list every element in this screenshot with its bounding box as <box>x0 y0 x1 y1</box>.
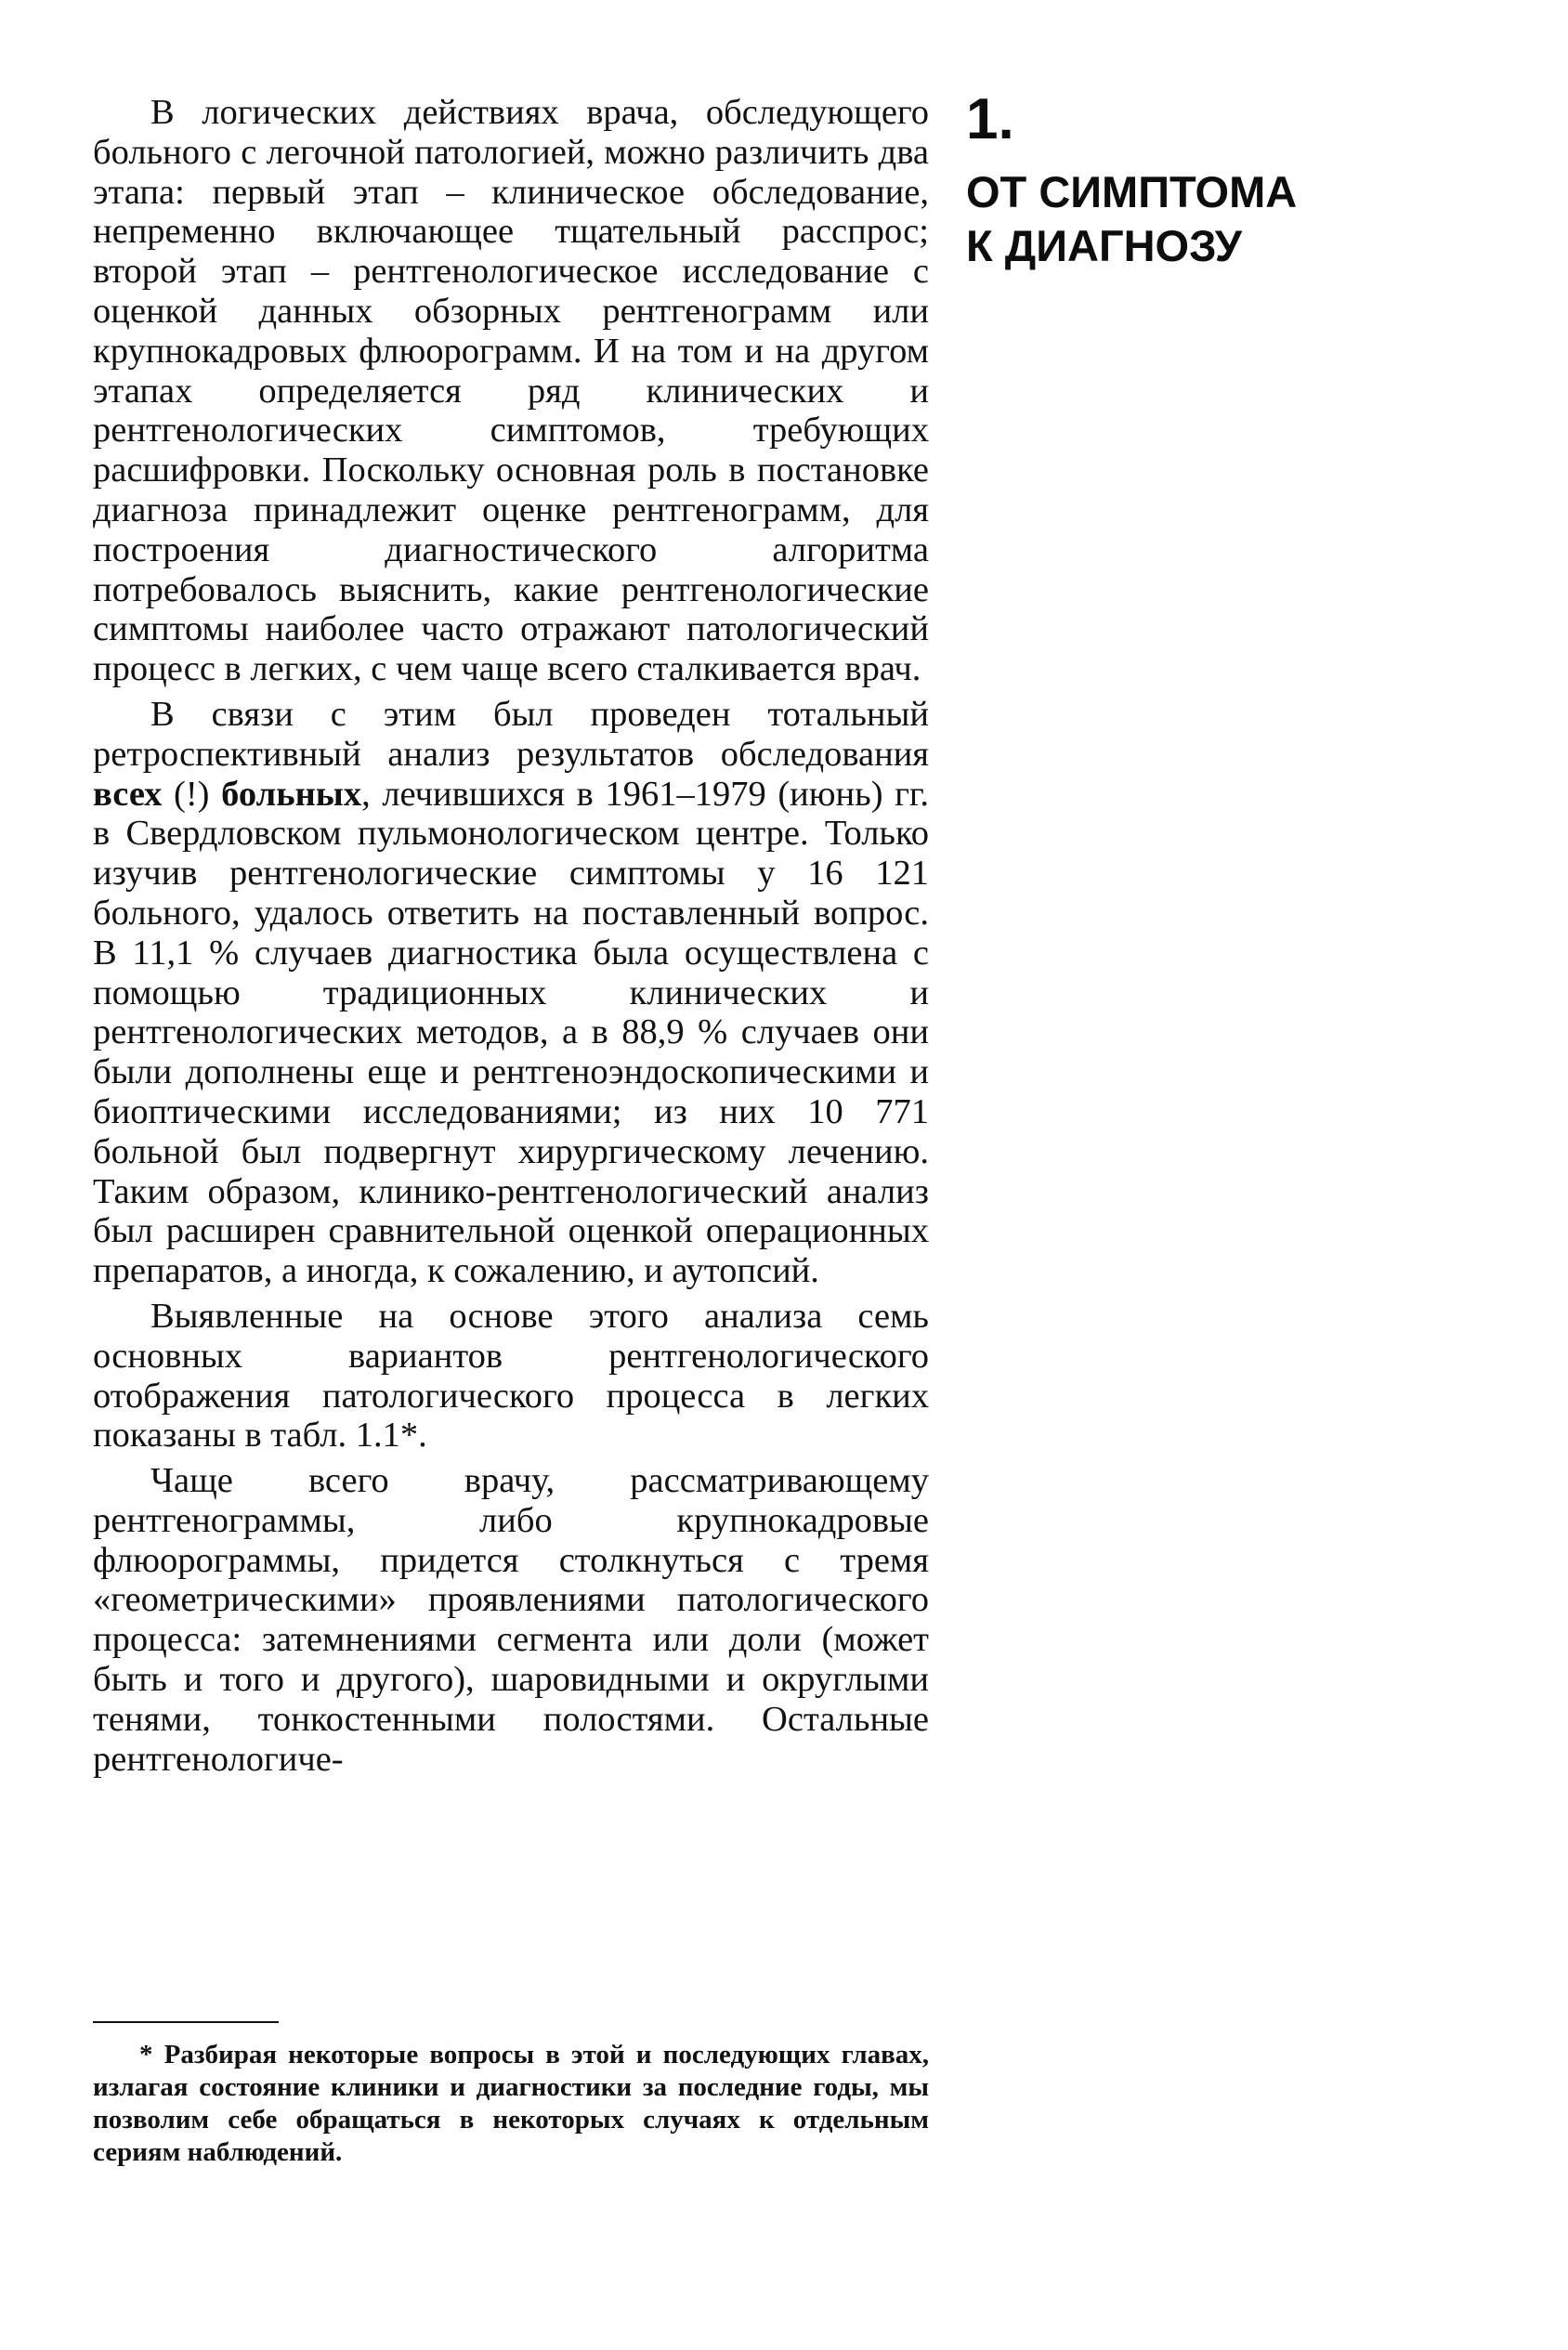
chapter-number: 1. <box>966 87 1014 151</box>
chapter-title-line-1: ОТ СИМПТОМА <box>966 167 1298 216</box>
paragraph-2-start: В связи с этим был проведен тотальный ретроспективный анализ результатов обследования <box>93 694 929 774</box>
chapter-title <box>966 165 1486 273</box>
footnote: * Разбирая некоторые вопросы в этой и последующих главах, излагая состояние клиники и диагностики за последние годы, мы позволим себе обращаться в некоторых случаях к отдельным сериям наблюдений. <box>93 2040 929 2167</box>
footnote-divider <box>93 2021 279 2023</box>
paragraph-2-bold-patients: больных <box>221 774 362 814</box>
paragraph-1: В логических действиях врача, обследующего больного с легочной патологией, можно различить два этапа: первый этап – клиническое обследование, непременно включающее тщательный расспрос; второй этап – рентгенологическое исследование с оценкой данных обзорных рентгенограмм или крупнокадровых флюорограмм. И на том и на другом этапах определяется ряд клинических и рентгенологических симптомов, требующих расшифровки. Поскольку основная роль в постановке диагноза принадлежит оценке рентгенограмм, для построения диагностического алгоритма потребовалось выяснить, какие рентгенологические симптомы наиболее часто отражают патологический процесс в легких, с чем чаще всего сталкивается врач. <box>93 93 929 689</box>
paragraph-2-rest: , лечившихся в 1961–1979 (июнь) гг. в Свердловском пульмонологическом центре. Только изучив рентгенологические симптомы у 16 121 больного, удалось ответить на поставленный вопрос. В 11,1 % случаев диагностика была осуществлена с помощью традиционных клинических и рентгенологических методов, а в 88,9 % случаев они были дополнены еще и рентгеноэндоскопическими и биоптическими исследованиями; из них 10 771 больной был подвергнут хирургическому лечению. Таким образом, клинико-рентгенологический анализ был расширен сравнительной оценкой операционных препаратов, а иногда, к сожалению, и аутопсий. <box>93 774 930 1291</box>
paragraph-2-bold-all: всех <box>93 774 163 814</box>
paragraph-2-exclamation: (!) <box>174 774 210 814</box>
paragraph-3: Выявленные на основе этого анализа семь основных вариантов рентгенологического отображения патологического процесса в легких показаны в табл. 1.1*. <box>93 1296 929 1456</box>
paragraph-4: Чаще всего врачу, рассматривающему рентгенограммы, либо крупнокадровые флюорограммы, придется столкнуться с тремя «геометрическими» проявлениями патологического процесса: затемнениями сегмента или доли (может быть и того и другого), шаровидными и округлыми тенями, тонкостенными полостями. Остальные рентгенологиче- <box>93 1461 929 1779</box>
paragraph-2 <box>93 695 929 1291</box>
chapter-title-line-2: К ДИАГНОЗУ <box>966 221 1242 270</box>
main-text-column <box>93 93 929 1784</box>
chapter-heading <box>966 87 1486 273</box>
